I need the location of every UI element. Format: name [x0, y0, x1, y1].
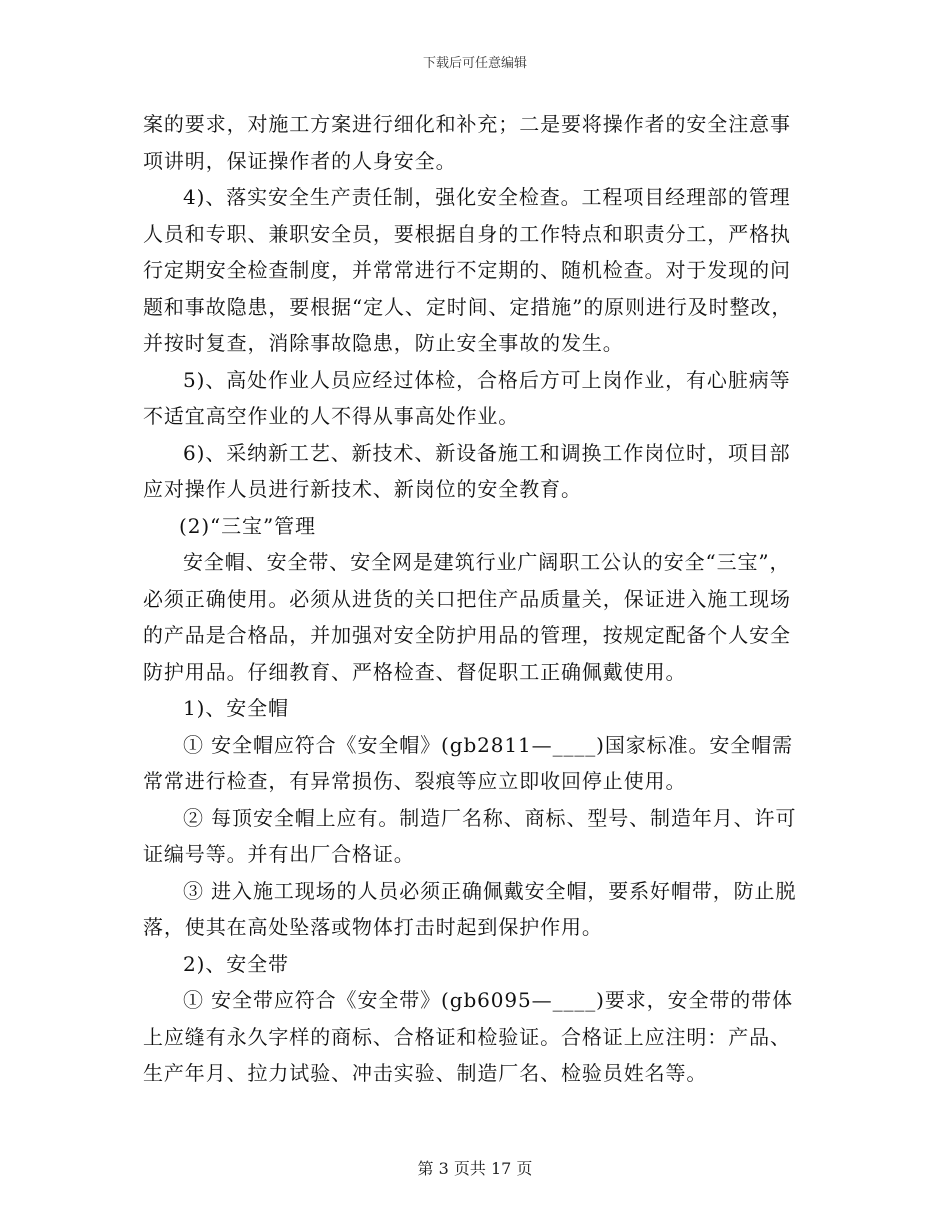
paragraph-belt-1: ① 安全带应符合《安全带》(gb6095—____)要求，安全带的带体上应缝有永久字样的商标、合格证和检验证。合格证上应注明：产品、生产年月、拉力试验、冲击实验、制造厂名、检验员姓名等。 — [143, 988, 793, 1085]
document-body — [143, 106, 803, 1092]
paragraph-helmet-2: ② 每顶安全帽上应有。制造厂名称、商标、型号、制造年月、许可证编号等。并有出厂合格证。 — [143, 805, 797, 866]
paragraph-item-6: 6)、采纳新工艺、新技术、新设备施工和调换工作岗位时，项目部应对操作人员进行新技术、新岗位的安全教育。 — [143, 440, 791, 501]
subheading-safety-belt: 2)、安全带 — [183, 951, 289, 976]
page-footer: 第 3 页共 17 页 — [417, 1159, 533, 1178]
subheading-safety-helmet: 1)、安全帽 — [183, 696, 289, 720]
paragraph-item-5: 5)、高处作业人员应经过体检，合格后方可上岗作业，有心脏病等不适宜高空作业的人不得从事高处作业。 — [143, 367, 791, 428]
section-heading-three-treasures: (2)“三宝”管理 — [179, 513, 316, 538]
paragraph-helmet-1: ① 安全帽应符合《安全帽》(gb2811—____)国家标准。安全帽需常常进行检查，有异常损伤、裂痕等应立即收回停止使用。 — [143, 732, 793, 793]
page-header: 下载后可任意编辑 — [422, 56, 527, 71]
paragraph-item-4: 4)、落实安全生产责任制，强化安全检查。工程项目经理部的管理人员和专职、兼职安全员，要根据自身的工作特点和职责分工，严格执行定期安全检查制度，并常常进行不定期的、随机检查。对于发现的问题和事故隐患，要根据“定人、定时间、定措施”的原则进行及时整改，并按时复查，消除事故隐患，防止安全事故的发生。 — [143, 185, 793, 355]
paragraph-three-treasures: 安全帽、安全带、安全网是建筑行业广阔职工公认的安全“三宝”，必须正确使用。必须从进货的关口把住产品质量关，保证进入施工现场的产品是合格品，并加强对安全防护用品的管理，按规定配备个人安全防护用品。仔细教育、严格检查、督促职工正确佩戴使用。 — [143, 550, 791, 684]
paragraph-continuation: 案的要求，对施工方案进行细化和补充；二是要将操作者的安全注意事项讲明，保证操作者的人身安全。 — [143, 112, 791, 173]
paragraph-helmet-3: ③ 进入施工现场的人员必须正确佩戴安全帽，要系好帽带，防止脱落，使其在高处坠落或物体打击时起到保护作用。 — [143, 878, 797, 939]
